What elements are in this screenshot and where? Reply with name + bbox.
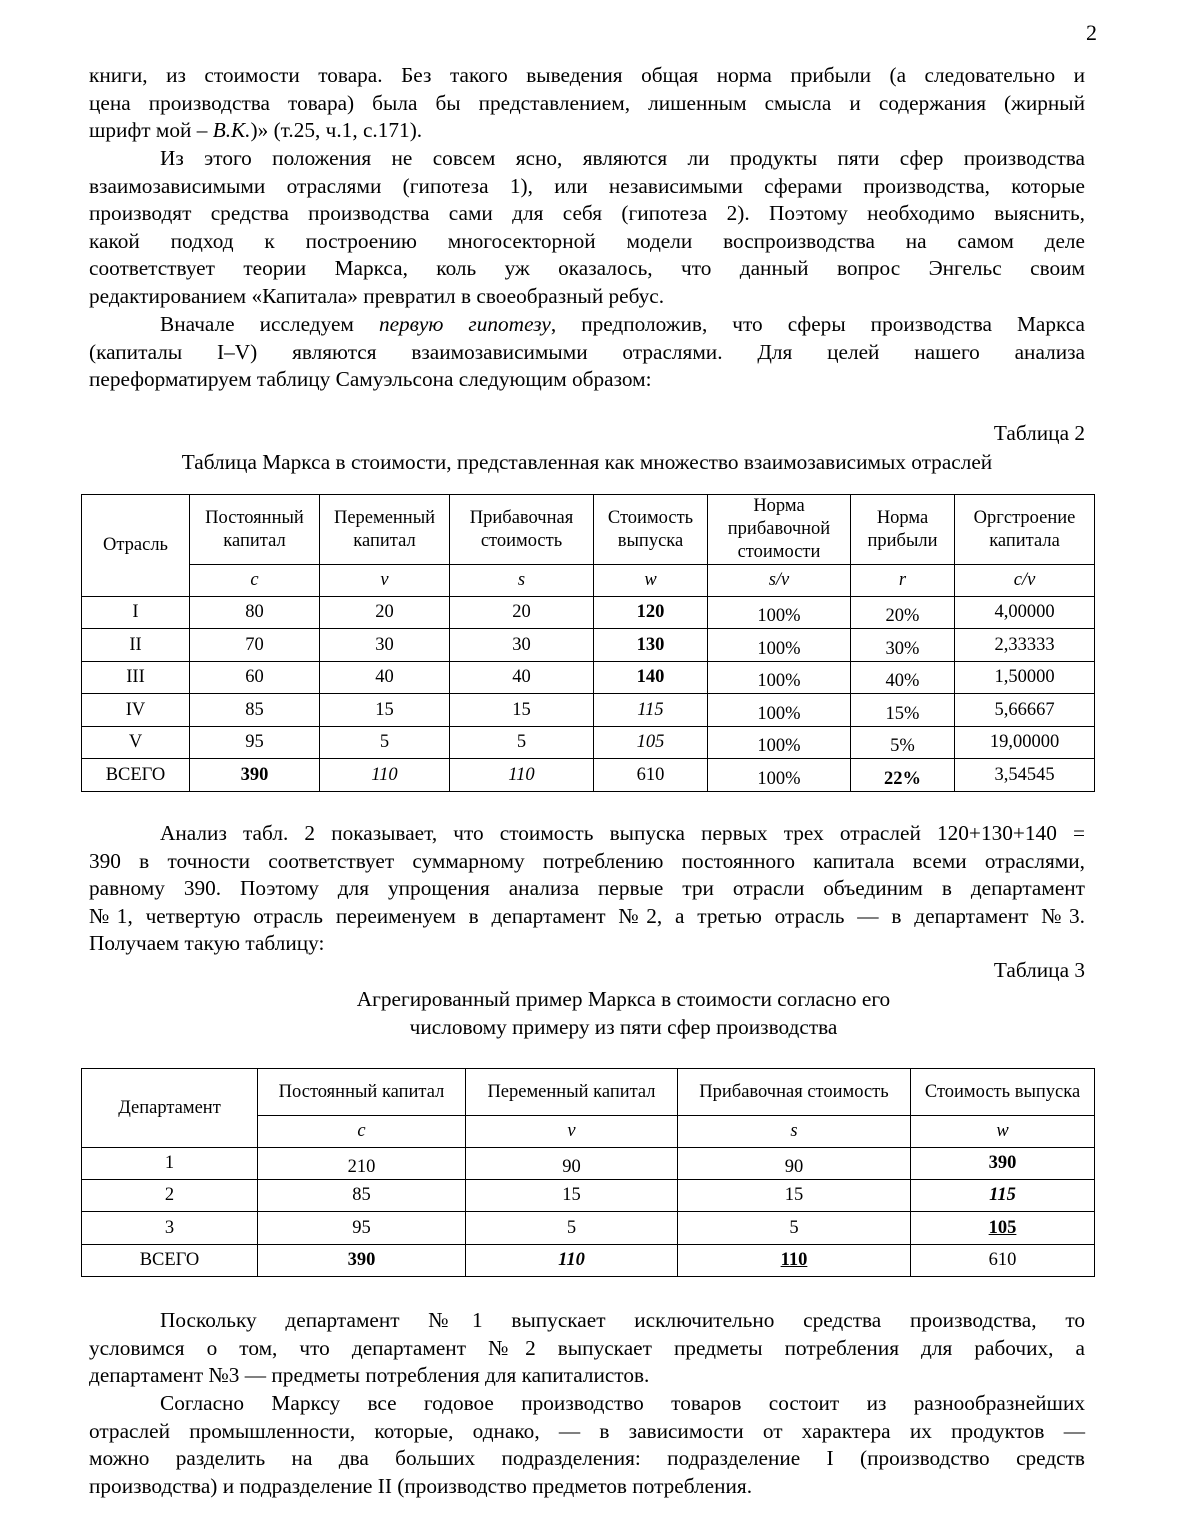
text-line: редактированием «Капитала» превратил в своеобразный ребус. [89,283,665,308]
table2-cell: 100% [708,662,851,694]
paragraph-analysis [89,820,1085,958]
table-row [82,597,1095,629]
table2-cell: 100% [708,727,851,759]
table2-cell: 5 [320,727,450,759]
table3-label: Таблица 3 [993,958,1085,982]
table3-cell: 5 [466,1212,678,1245]
text-line: можно разделить на два больших подразделения: подразделение I (производство средств [89,1446,1085,1470]
paragraph-first-hypothesis [89,311,1085,394]
table3-cell: 5 [678,1212,911,1245]
table-row [82,727,1095,759]
table-row-total [82,759,1095,792]
table3-cell: 15 [466,1180,678,1212]
table2-symbol-cell: c [190,565,320,597]
table3-symbol-cell: v [466,1116,678,1148]
table2-cell: I [82,597,190,629]
table2-cell: 390 [190,759,320,792]
table2-cell: 22% [851,759,955,792]
table2-header-cell: Постоянный капитал [190,495,320,565]
table2-header-cell: Норма прибавочной стоимости [708,495,851,565]
table3-header-row [82,1069,1095,1116]
table-row [82,1212,1095,1245]
text-line: Поскольку департамент №1 выпускает исключительно средства производства, то [160,1308,1085,1332]
table3-cell: 15 [678,1180,911,1212]
table2-cell: 60 [190,662,320,694]
table2-cell: 130 [594,629,708,662]
text-line: переформатируем таблицу Самуэльсона следующим образом: [89,367,652,391]
table3-cell: 115 [911,1180,1095,1212]
table2-cell: 4,00000 [955,597,1095,629]
table-row [82,1180,1095,1212]
table3-header-cell: Департамент [82,1069,258,1148]
caption-line: Агрегированный пример Маркса в стоимости согласно его [356,987,891,1011]
table2-cell: 100% [708,597,851,629]
table3-header-cell: Прибавочная стоимость [678,1069,911,1116]
table2-cell: 100% [708,694,851,727]
table3-cell: 1 [82,1148,258,1180]
table3-header-cell: Стоимость выпуска [911,1069,1095,1116]
table2-cell: 19,00000 [955,727,1095,759]
table2-cell: 2,33333 [955,629,1095,662]
table2-cell: 5% [851,727,955,759]
table3-symbol-cell: w [911,1116,1095,1148]
table2-symbol-cell: v [320,565,450,597]
table2-cell: 40% [851,662,955,694]
table2-header-cell: Прибавочная стоимость [450,495,594,565]
table2-cell: 30 [320,629,450,662]
table2-header-cell: Норма прибыли [851,495,955,565]
text-line: условимся о том, что департамент №2 выпускает предметы потребления для рабочих, а [89,1335,1085,1360]
table2-header-cell: Стоимость выпуска [594,495,708,565]
caption-line: числовому примеру из пяти сфер производства [409,1014,838,1039]
table-row [82,629,1095,662]
table3-caption [81,986,1166,1041]
table2-cell: 610 [594,759,708,792]
table2-cell: 70 [190,629,320,662]
table2-symbol-cell: r [851,565,955,597]
table-row [82,662,1095,694]
table2-cell: 15 [320,694,450,727]
table2-cell: 120 [594,597,708,629]
paragraph-departments [89,1307,1085,1390]
table2-cell: 40 [320,662,450,694]
paragraph-hypotheses [89,145,1085,310]
table2-caption: Таблица Маркса в стоимости, представленная как множество взаимозависимых отраслей [181,450,993,474]
table2-cell: V [82,727,190,759]
table2-cell: 100% [708,629,851,662]
table2-cell: 15% [851,694,955,727]
table2-cell: 100% [708,759,851,792]
table3-cell: 110 [466,1245,678,1277]
text-line: цена производства товара) была бы представлением, лишенным смысла и содержания (жирный [89,90,1085,115]
table-row-total [82,1245,1095,1277]
text-line: взаимозависимыми отраслями (гипотеза 1), или независимыми сферами производства, которые [89,173,1085,198]
text-line: производят средства производства сами для себя (гипотеза 2). Поэтому необходимо выяснить, [89,201,1085,225]
text-line: какой подход к построению многосекторной модели воспроизводства на самом деле [89,228,1085,253]
table3-header-cell: Переменный капитал [466,1069,678,1116]
table2-cell: 30% [851,629,955,662]
table2-cell: 110 [320,759,450,792]
text-line: (капиталы I–V) являются взаимозависимыми отраслями. Для целей нашего анализа [89,339,1085,364]
table2-cell: III [82,662,190,694]
table-row [82,694,1095,727]
table3-cell: 90 [466,1148,678,1180]
table2-header-cell: Переменный капитал [320,495,450,565]
text-line: Вначале исследуем первую гипотезу, предположив, что сферы производства Маркса [160,312,1085,336]
table2-cell: 30 [450,629,594,662]
table2-cell: 85 [190,694,320,727]
text-line: производства) и подразделение II (производство предметов потребления. [89,1473,753,1498]
table-row [82,1148,1095,1180]
table3-cell: 95 [258,1212,466,1245]
table2-cell: 105 [594,727,708,759]
table2-symbol-cell: w [594,565,708,597]
text-line: Анализ табл. 2 показывает, что стоимость выпуска первых трех отраслей 120+130+140 = [160,821,1085,845]
page-number: 2 [1086,20,1097,45]
text-line: Из этого положения не совсем ясно, являются ли продукты пяти сфер производства [160,146,1085,170]
table2-cell: 20% [851,597,955,629]
table3-cell: 85 [258,1180,466,1212]
table2-cell: 15 [450,694,594,727]
table2-cell: 110 [450,759,594,792]
table2-cell: 140 [594,662,708,694]
table3-cell: 390 [258,1245,466,1277]
table3-symbol-cell: c [258,1116,466,1148]
table3 [81,1068,1095,1277]
table2-cell: 95 [190,727,320,759]
text-line: Согласно Марксу все годовое производство товаров состоит из разнообразнейших [160,1391,1085,1415]
table2-cell: 3,54545 [955,759,1095,792]
table2-cell: 115 [594,694,708,727]
table3-cell: ВСЕГО [82,1245,258,1277]
table2-header-row [82,495,1095,565]
table3-cell: 390 [911,1148,1095,1180]
text-line: 390 в точности соответствует суммарному потреблению постоянного капитала всеми отраслями, [89,848,1085,873]
table2-header-cell: Отрасль [82,495,190,597]
table2-cell: IV [82,694,190,727]
table2-symbol-cell: s [450,565,594,597]
table2-header-cell: Оргстроение капитала [955,495,1095,565]
table2-symbol-row [82,565,1095,597]
table2-cell: ВСЕГО [82,759,190,792]
table3-cell: 110 [678,1245,911,1277]
table2-label: Таблица 2 [993,421,1085,445]
text-line: книги, из стоимости товара. Без такого выведения общая норма прибыли (а следовательно и [89,63,1085,87]
table2-cell: 80 [190,597,320,629]
table2-cell: 5 [450,727,594,759]
table2-cell: 40 [450,662,594,694]
table2-symbol-cell: c/v [955,565,1095,597]
text-line: департамент №3 — предметы потребления для капиталистов. [89,1363,650,1387]
table2-cell: 1,50000 [955,662,1095,694]
text-line: отраслей промышленности, которые, однако, — в зависимости от характера их продуктов — [89,1418,1085,1443]
text-line: шрифт мой – В.К.)» (т.25, ч.1, с.171). [89,118,423,142]
table3-cell: 90 [678,1148,911,1180]
table2-cell: 20 [320,597,450,629]
text-line: равному 390. Поэтому для упрощения анализа первые три отрасли объединим в департамент [89,876,1085,900]
table3-cell: 210 [258,1148,466,1180]
text-line: Получаем такую таблицу: [89,931,325,955]
table3-header-cell: Постоянный капитал [258,1069,466,1116]
table2-cell: II [82,629,190,662]
table3-cell: 2 [82,1180,258,1212]
table3-cell: 3 [82,1212,258,1245]
table3-cell: 105 [911,1212,1095,1245]
table2-symbol-cell: s/v [708,565,851,597]
text-line: №1, четвертую отрасль переименуем в департамент №2, а третью отрасль — в департамент №3. [89,903,1085,928]
table2-cell: 5,66667 [955,694,1095,727]
table2 [81,494,1095,792]
intro-paragraph [89,62,1085,145]
table2-cell: 20 [450,597,594,629]
paragraph-subdivisions [89,1390,1085,1500]
table3-cell: 610 [911,1245,1095,1277]
text-line: соответствует теории Маркса, коль уж оказалось, что данный вопрос Энгельс своим [89,256,1085,280]
table3-symbol-cell: s [678,1116,911,1148]
